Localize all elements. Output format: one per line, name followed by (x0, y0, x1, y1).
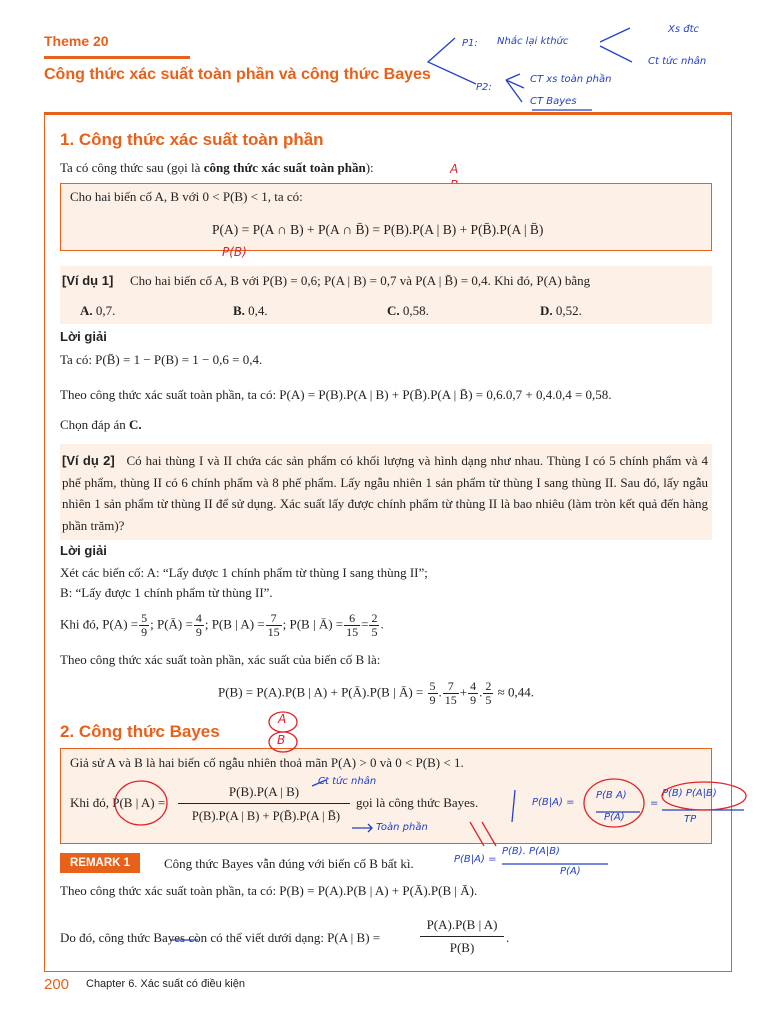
solution2-line1: Xét các biến cố: A: “Lấy được 1 chính phẩm từ thùng I sang thùng II”; (60, 565, 428, 580)
bayes-alt-end: . (506, 930, 510, 945)
hw-p2: P2: (476, 82, 492, 93)
hw-p1: P1: (462, 38, 478, 49)
bayes-numerator: P(B).P(A | B) (228, 784, 300, 799)
formula-box-2-intro: Giả sử A và B là hai biến cố ngẫu nhiên thoả mãn P(A) > 0 và 0 < P(B) < 1. (70, 755, 464, 770)
bayes-alt-lhs: Do đó, công thức Bayes còn có thể viết dưới dạng: P(A | B) = (60, 930, 381, 945)
hw-remark-lhs: P(B|A) = (454, 854, 497, 865)
hw-right-num: P(B A) (596, 790, 627, 801)
bayes-denominator: P(B).P(A | B) + P(B̄).P(A | B̄) (191, 809, 341, 823)
formula-box-2-lhs: Khi đó, P(B | A) = (70, 795, 166, 810)
hw-arrow-left-2 (506, 80, 522, 102)
formula-box-1-intro: Cho hai biến cố A, B với 0 < P(B) < 1, ta có: (70, 189, 303, 204)
hw-right-den2: TP (684, 814, 697, 825)
solution1-line1: Ta có: P(B̄) = 1 − P(B) = 1 − 0,6 = 0,4. (60, 352, 263, 367)
solution2-line2: B: “Lấy được 1 chính phẩm từ thùng II”. (60, 585, 273, 600)
section2-title: 2. Công thức Bayes (60, 722, 220, 741)
solution1-choose: Chọn đáp án C. (60, 417, 142, 432)
hw-nhan-note: Ct tức nhân (318, 776, 377, 787)
formula-total-probability: P(A) = P(A ∩ B) + P(A ∩ B̄) = P(B).P(A | B) + P(B̄).P(A | B̄) (212, 222, 544, 237)
example1-option-c: C. 0,58. (387, 303, 429, 318)
hw-right-den: P(A) (604, 812, 625, 823)
remark-text: Công thức Bayes vẫn đúng với biến cố B bất kì. (164, 856, 414, 871)
chapter-label: Chapter 6. Xác suất có điều kiện (86, 978, 245, 990)
hw-sec2-b: B (277, 733, 286, 747)
hw-p1-branch-a: Xs đtc (668, 24, 700, 35)
example1-option-a: A. 0,7. (80, 303, 116, 318)
bayes-fraction-bar (178, 803, 350, 804)
example2-text: [Ví dụ 2] Có hai thùng I và II chứa các sản phẩm có khối lượng và hình dạng như nhau. Thùng I có 5 chính phẩm và 4 phế phẩm, thùng II có 6 chính phẩm và 8 phế phẩm. Lấy ngẫu nhiên 1 sản phẩm từ thùng I sang thùng II. Sau đó, lấy ngẫu nhiên 1 sản phẩm từ thùng II để sử dụng. Xác suất lấy được chính phẩm từ thùng II là bao nhiêu (làm tròn kết quả đến hàng phần trăm)? (62, 453, 709, 533)
bayes-caption: gọi là công thức Bayes. (356, 795, 479, 810)
example1-option-d: D. 0,52. (540, 303, 582, 318)
hw-arrow-up (600, 28, 630, 42)
hw-right-lhs: P(B|A) = (532, 797, 575, 808)
solution2-line3: Khi đó, P(A) = $\frac{5}{9}$ ; P(Ā) = $\frac{4}{9}$ ; P(B | A) = $\frac{7}{15}$ ; P(B | Ā) = $\frac{6}{15}$ = $\frac{2}{5}$ . (60, 611, 384, 639)
solution1-line2: Theo công thức xác suất toàn phần, ta có: P(A) = P(B).P(A | B) + P(B̄).P(A | B̄) = 0,6.0,7 + 0,4.0,4 = 0,58. (60, 387, 612, 402)
solution2-line4: Theo công thức xác suất toàn phần, xác suất của biến cố B là: (60, 652, 381, 667)
solution2-label: Lời giải (60, 543, 107, 558)
hw-remark-num: P(B). P(A|B) (502, 846, 560, 857)
hw-arrow-down (600, 46, 632, 62)
total-prob-restated: Theo công thức xác suất toàn phần, ta có: P(B) = P(A).P(B | A) + P(Ā).P(B | Ā). (60, 883, 478, 898)
example1-option-b: B. 0,4. (233, 303, 268, 318)
hw-p2-text-b: CT Bayes (530, 96, 577, 107)
doc-title: Công thức xác suất toàn phần và công thức Bayes (44, 66, 431, 83)
hw-right-num2: P(B) P(A|B) (662, 788, 717, 799)
hw-right-eq: = (650, 798, 659, 809)
hw-toan-phan-note: Toàn phần (376, 822, 428, 833)
bayes-alt-denominator: P(B) (449, 940, 475, 955)
hw-p1-text: Nhắc lại kthức (497, 36, 569, 47)
solution2-final: P(B) = P(A).P(B | A) + P(Ā).P(B | Ā) = $\frac{5}{9}$ . $\frac{7}{15}$ + $\frac{4}{9}$ . $\frac{2}{5}$ ≈ 0,44. (218, 679, 534, 707)
hw-pb-note: P(B) (222, 245, 247, 259)
hw-p2-text-a: CT xs toàn phần (530, 74, 612, 85)
hw-arrow-left (506, 74, 524, 88)
hw-sec2-a: A (278, 712, 287, 726)
hw-remark-den: P(A) (560, 866, 581, 877)
section1-title: 1. Công thức xác suất toàn phần (60, 130, 324, 149)
remark-tag: REMARK 1 (60, 853, 140, 873)
page-number: 200 (44, 976, 70, 993)
hw-ab-a: A (450, 162, 459, 176)
bayes-alt-bar (420, 936, 504, 937)
hw-p1-branch-b: Ct tức nhân (648, 56, 707, 67)
section1-intro: Ta có công thức sau (gọi là công thức xác suất toàn phần): (60, 160, 374, 175)
example1-text: Cho hai biến cố A, B với P(B) = 0,6; P(A | B) = 0,7 và P(A | B̄) = 0,4. Khi đó, P(A) bằng (130, 273, 591, 288)
solution1-label: Lời giải (60, 329, 107, 344)
bayes-alt-numerator: P(A).P(B | A) (426, 917, 498, 932)
theme-rule (44, 56, 190, 59)
theme-label: Theme 20 (44, 33, 109, 49)
example1-tag: [Ví dụ 1] (62, 273, 114, 288)
